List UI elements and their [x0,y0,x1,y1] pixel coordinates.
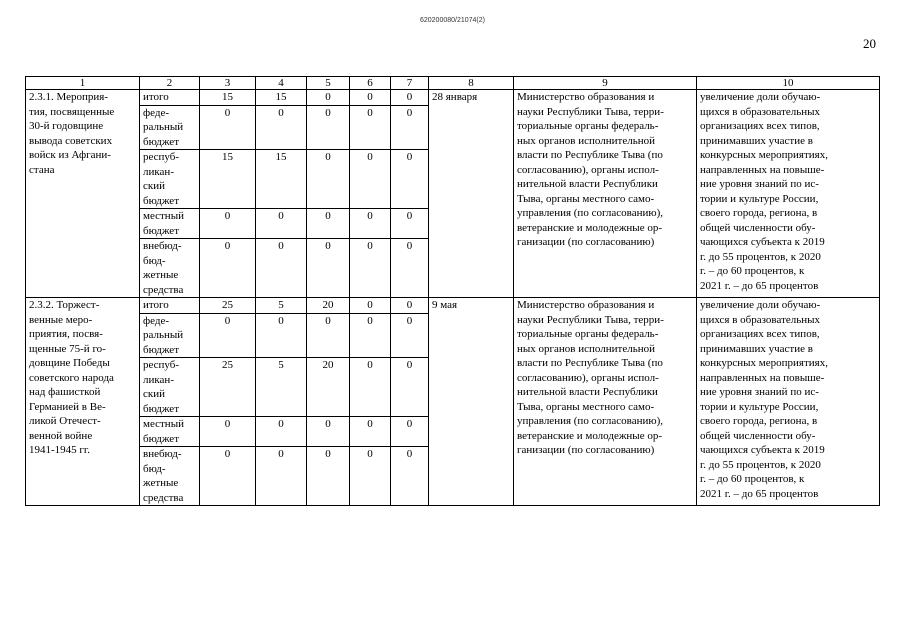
activity-name: 2.3.1. Мероприя- тия, посвященные 30-й годовщине вывода советских войск из Афгани- стана [26,90,140,298]
header-row [26,77,880,90]
amount-year-2022: 0 [391,209,429,239]
funding-source: респуб- ликан- ский бюджет [140,358,200,417]
amount-year-2020: 0 [307,90,350,106]
funding-source: феде- ральный бюджет [140,313,200,358]
activity-date: 9 мая [429,298,514,506]
activities-table [25,76,880,506]
table-row [26,298,880,314]
column-header: 9 [514,77,697,90]
amount-year-2022: 0 [391,358,429,417]
amount-year-2020: 0 [307,239,350,298]
column-header: 3 [200,77,256,90]
amount-year-2022: 0 [391,313,429,358]
amount-year-2022: 0 [391,105,429,150]
column-header: 7 [391,77,429,90]
amount-total: 0 [200,239,256,298]
activity-name: 2.3.2. Торжест- венные меро- приятия, посвя- щенные 75-й го- довщине Победы советского народа над фашисткой Германией в Ве- ликой Отечест- венной войне 1941-1945 гг. [26,298,140,506]
amount-year-2019: 0 [256,417,307,447]
amount-year-2022: 0 [391,417,429,447]
amount-total: 15 [200,90,256,106]
amount-year-2020: 20 [307,298,350,314]
column-header: 4 [256,77,307,90]
amount-year-2021: 0 [350,239,391,298]
amount-total: 15 [200,150,256,209]
funding-source: итого [140,298,200,314]
expected-result: увеличение доли обучаю- щихся в образовательных организациях всех типов, принимавших участие в конкурсных мероприятиях, направленных на повыше- ние уровня знаний по ис- тории и культуре России, своего города, региона, в общей численности обу- чающихся субъекта к 2019 г. до 55 процентов, к 2020 г. – до 60 процентов, к 2021 г. – до 65 процентов [697,298,880,506]
amount-year-2022: 0 [391,90,429,106]
amount-year-2019: 5 [256,298,307,314]
amount-year-2020: 0 [307,313,350,358]
amount-year-2019: 0 [256,313,307,358]
amount-total: 0 [200,105,256,150]
column-header: 2 [140,77,200,90]
column-header: 8 [429,77,514,90]
amount-year-2021: 0 [350,150,391,209]
amount-total: 25 [200,358,256,417]
amount-year-2019: 0 [256,447,307,506]
amount-year-2019: 15 [256,150,307,209]
amount-year-2021: 0 [350,417,391,447]
amount-year-2021: 0 [350,209,391,239]
responsible-executors: Министерство образования и науки Республики Тыва, терри- ториальные органы федераль- ных органов исполнительной власти по Республике Тыва (по согласованию), органы испол- нительной власти Республики Тыва, органы местного само- управления (по согласованию), ветеранские и молодежные ор- ганизации (по согласованию) [514,90,697,298]
amount-year-2019: 0 [256,105,307,150]
amount-year-2021: 0 [350,313,391,358]
funding-source: внебюд- бюд- жетные средства [140,239,200,298]
amount-year-2021: 0 [350,447,391,506]
responsible-executors: Министерство образования и науки Республики Тыва, терри- ториальные органы федераль- ных органов исполнительной власти по Республике Тыва (по согласованию), органы испол- нительной власти Республики Тыва, органы местного само- управления (по согласованию), ветеранские и молодежные ор- ганизации (по согласованию) [514,298,697,506]
amount-total: 0 [200,417,256,447]
amount-year-2021: 0 [350,358,391,417]
amount-year-2020: 0 [307,150,350,209]
amount-year-2022: 0 [391,150,429,209]
amount-year-2019: 5 [256,358,307,417]
page-number: 20 [863,36,876,51]
column-header: 5 [307,77,350,90]
column-header: 10 [697,77,880,90]
amount-year-2021: 0 [350,298,391,314]
amount-year-2022: 0 [391,298,429,314]
amount-year-2020: 0 [307,417,350,447]
amount-year-2020: 0 [307,209,350,239]
amount-total: 0 [200,209,256,239]
expected-result: увеличение доли обучаю- щихся в образовательных организациях всех типов, принимавших участие в конкурсных мероприятиях, направленных на повыше- ние уровня знаний по ис- тории и культуре России, своего города, региона, в общей численности обу- чающихся субъекта к 2019 г. до 55 процентов, к 2020 г. – до 60 процентов, к 2021 г. – до 65 процентов [697,90,880,298]
amount-year-2020: 0 [307,447,350,506]
column-header: 1 [26,77,140,90]
amount-year-2019: 0 [256,239,307,298]
funding-source: местный бюджет [140,417,200,447]
funding-source: респуб- ликан- ский бюджет [140,150,200,209]
amount-year-2019: 15 [256,90,307,106]
amount-year-2022: 0 [391,447,429,506]
funding-source: итого [140,90,200,106]
funding-source: феде- ральный бюджет [140,105,200,150]
amount-year-2021: 0 [350,90,391,106]
document-id: 620200080/21074(2) [419,17,485,24]
amount-total: 0 [200,313,256,358]
amount-year-2021: 0 [350,105,391,150]
funding-source: внебюд- бюд- жетные средства [140,447,200,506]
amount-year-2019: 0 [256,209,307,239]
amount-year-2022: 0 [391,239,429,298]
amount-year-2020: 0 [307,105,350,150]
column-header: 6 [350,77,391,90]
table-row [26,90,880,106]
activity-date: 28 января [429,90,514,298]
amount-total: 25 [200,298,256,314]
funding-source: местный бюджет [140,209,200,239]
amount-year-2020: 20 [307,358,350,417]
amount-total: 0 [200,447,256,506]
